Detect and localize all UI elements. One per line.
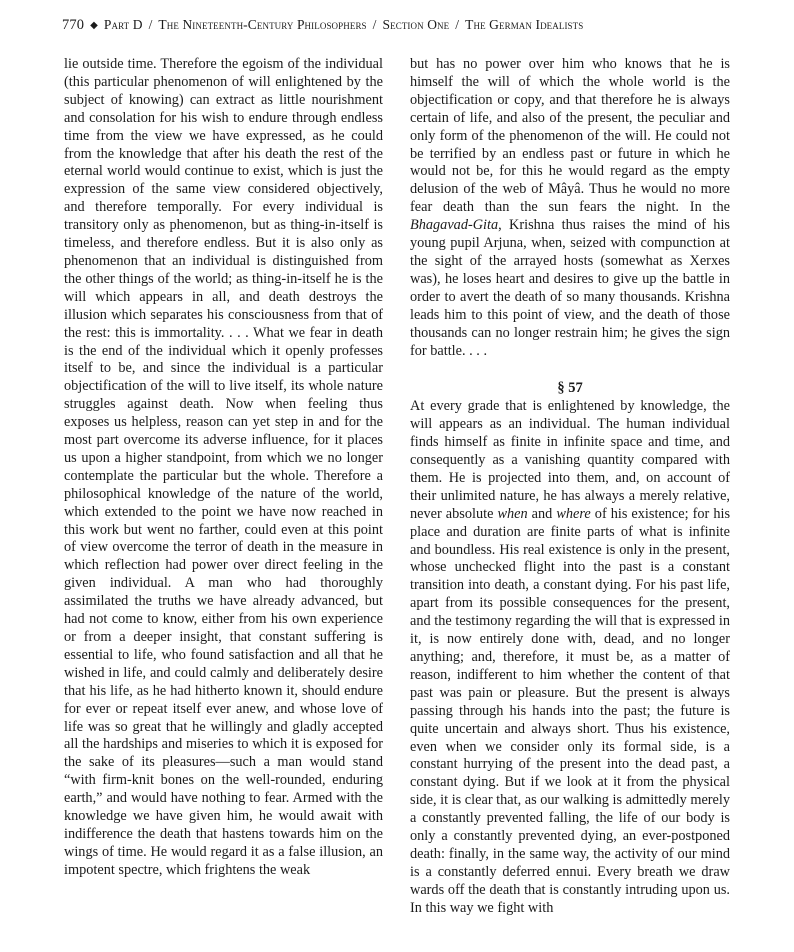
body-paragraph: lie outside time. Therefore the egoism of the individual (this particular phenomenon of will enlightened by the subject of knowing) can extract as little nourishment and consolation for his wish to endure through endless time from the view we have expressed, as he could from the knowledge that after his death the rest of the eternal world would continue to exist, which is just the expression of the same view considered objectively, and therefore temporally. For every individual is transitory only as phenomenon, but as thing-in-itself is timeless, and therefore endless. But it is also only as phenomenon that an individual is distinguished from the other things of the world; as thing-in-itself he is the will which appears in all, and death destroys the illusion which separates his consciousness from that of the rest: this is immortality. . . . What we fear in death is the end of the individual which it openly professes itself to be, and since the individual is a particular objectification of the will to live itself, its whole nature struggles against death. Now when feeling thus exposes us helpless, reason can yet step in and for the most part overcome its adverse influence, for it places us upon a higher standpoint, from which we no longer contemplate the particular but the whole. Therefore a philosophical knowledge of the nature of the world, which extended to the point we have now reached in this work but went no farther, could even at this point of view overcome the terror of death in the measure in which reflection had power over direct feeling in the given individual. A man who had thoroughly assimilated the truths we have already advanced, but had not come to know, either from his own experience or from a deeper insight, that constant suffering is essential to life, who found satisfaction and all that he wished in life, and could calmly and deliberately desire that his life, as he had hitherto known it, should endure for ever or repeat itself ever anew, and whose love of life was so great that he willingly and gladly accepted all the hardships and miseries to which it is exposed for the sake of its pleasures—such a man would stand “with firm-knit bones on the well-rounded, enduring earth,” and would have nothing to fear. Armed with the knowledge we have given him, he would await with indifference the death that hastens towards him on the wings of time. He would regard it as a false illusion, an impotent spectre, which frightens the weak [64,56,383,878]
italic-word: where [556,505,591,522]
header-subsection: The German Idealists [465,17,584,32]
italic-title: Bhagavad-Gita [410,217,499,234]
text-run: and [527,505,557,522]
header-title: The Nineteenth-Century Philosophers [158,17,367,32]
right-column [410,56,730,918]
italic-word: when [497,505,528,522]
text-run: , Krishna thus raises the mind of his young pupil Arjuna, when, seized with compunction at the sight of the arrayed hosts (somewhat as Xerxes was), he loses heart and desires to give up the battle in order to avert the death of so many thousands. Krishna leads him to this point of view, and the death of those thousands can no longer restrain him; he gives the sign for battle. . . . [410,217,730,359]
header-separator: / [372,17,377,32]
header-part: Part D [103,17,143,32]
body-paragraph [410,398,730,917]
section-heading: § 57 [557,380,583,397]
text-run: but has no power over him who knows that he is himself the will of which the whole world is the objectification or copy, and that therefore he is always certain of life, and also of the present, the peculiar and only form of the phenomenon of the will. He could not be terrified by an endless past or future in which he would not be, for this he would regard as the empty delusion of the web of Mâyâ. Thus he would no more fear death than the sun fears the night. In the [410,56,730,216]
body-paragraph [410,56,730,360]
running-header [62,17,742,34]
text-run: At every grade that is enlightened by knowledge, the will appears as an individual. The human individual finds himself as finite in infinite space and time, and consequently as a vanishing quantity compared with them. He is projected into them, and, on account of their unlimited nature, he has always a merely relative, never absolute [410,398,730,522]
text-run: of his existence; for his place and duration are finite parts of what is infinite and boundless. His real existence is only in the present, whose unchecked flight into the past is a constant transition into death, a constant dying. For his past life, apart from its possible consequences for the present, and the testimony regarding the will that is expressed in it, is now entirely done with, dead, and no longer anything; and, therefore, it must be, as a matter of reason, indifferent to him whether the content of that past was pain or pleasure. But the present is always passing through his hands into the past; the future is quite uncertain and always short. Thus his existence, even when we consider only its formal side, is a constant hurrying of the present into the dead past, a constant dying. But if we look at it from the physical side, it is clear that, as our walking is admittedly merely a constantly prevented falling, the life of our body is only a constantly prevented dying, an ever-postponed death: finally, in the same way, the activity of our mind is a constantly deferred ennui. Every breath we draw wards off the death that is constantly intruding upon us. In this way we fight with [410,505,731,916]
header-separator: / [148,17,153,32]
diamond-icon: ◆ [90,20,98,31]
header-separator: / [455,17,460,32]
header-section: Section One [382,17,450,32]
left-column [64,56,383,880]
page-number: 770 [62,17,85,33]
